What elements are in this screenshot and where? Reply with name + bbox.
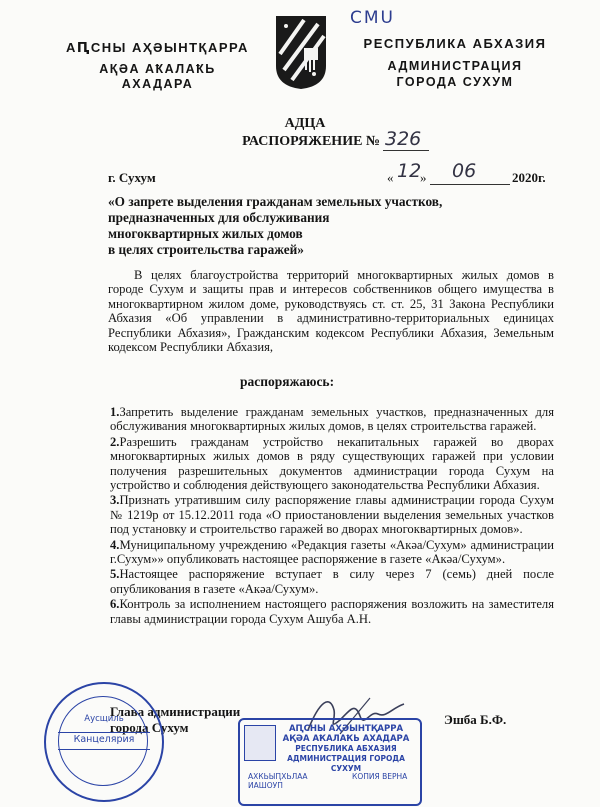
copy-stamp-line1: АԤСНЫ АҲӘЫНТҚАРРА	[288, 724, 404, 734]
coat-of-arms-emblem	[274, 14, 328, 90]
office-stamp	[44, 682, 164, 802]
signature-role-line2: города Сухум	[110, 720, 189, 735]
header-left-line1: АԤСНЫ АҲӘЫНТҚАРРА	[66, 40, 249, 55]
item-number: 1.	[110, 405, 120, 419]
date-month: 06	[452, 160, 477, 182]
copy-stamp-line3: РЕСПУБЛИКА АБХАЗИЯ	[295, 744, 397, 753]
header-right-line2: АДМИНИСТРАЦИЯ	[387, 59, 523, 73]
item-text: Контроль за исполнением настоящего распоряжения возложить на заместителя главы администрации города Сухум Ашуба А.Н.	[110, 597, 554, 626]
header-right-line1: РЕСПУБЛИКА АБХАЗИЯ	[363, 36, 547, 51]
doc-subject	[108, 194, 442, 258]
header-left-line2: АҚӘА АҞАЛАҞЬ	[99, 62, 216, 76]
list-item	[110, 567, 554, 596]
preamble-text: В целях благоустройства территорий многоквартирных жилых домов в городе Сухум и защиты прав и интересов собственников общего имущества в многоквартирном жилом доме, руководствуясь ст. ст. 25, 31 Закона Республики Абхазия «Об управлении в административно-территориальных единицах Республики Абхазия», Гражданским кодексом Республики Абхазия, Земельным кодексом Республики Абхазия,	[108, 268, 554, 355]
copy-stamp-line7: КОПИЯ ВЕРНА	[352, 772, 408, 781]
header-left-line3: АХАДАРА	[121, 77, 194, 91]
header-right-line3: ГОРОДА СУХУМ	[396, 75, 514, 89]
item-text: Запретить выделение гражданам земельных участков, предназначенных для обслуживания многоквартирных жилых домов, в целях строительства гаражей.	[110, 405, 554, 434]
copy-stamp-line6: ИАШОУП	[248, 781, 283, 790]
stamp-label: Канцелярия	[73, 734, 135, 745]
subject-line4: в целях строительства гаражей»	[108, 242, 304, 257]
item-number: 3.	[110, 493, 120, 508]
date-day: 12	[397, 160, 422, 182]
doc-number: 326	[385, 128, 422, 150]
date-year: 2020г.	[512, 170, 546, 185]
copy-stamp-line4: АДМИНИСТРАЦИЯ ГОРОДА СУХУМ	[287, 754, 405, 773]
list-item	[110, 538, 554, 567]
subject-line1: «О запрете выделения гражданам земельных участков,	[108, 194, 443, 209]
stamp-emblem-icon	[244, 725, 276, 761]
copy-stamp-line5: АХКЬЫԤХЬЛАА	[248, 772, 308, 781]
item-number: 6.	[110, 597, 120, 612]
list-item	[110, 405, 554, 434]
signature-role-line1: Глава администрации	[110, 704, 241, 719]
items-list	[110, 405, 554, 626]
signature-name: Эшба Б.Ф.	[444, 712, 507, 727]
item-number: 2.	[110, 434, 120, 449]
date-underline	[430, 184, 510, 185]
item-text: Муниципальному учреждению «Редакция газеты «Акәа/Сухум» администрации г.Сухум»» опубликовать настоящее распоряжение в газете «Акәа/Сухум».	[110, 537, 554, 567]
subject-line2: предназначенных для обслуживания	[108, 210, 330, 225]
copy-stamp-line2: АҚӘА АҞАЛАҞЬ АХАДАРА	[282, 734, 410, 744]
doc-title-abkhaz: АДЦА	[284, 116, 326, 131]
order-word: распоряжаюсь:	[240, 374, 335, 389]
subject-line3: многоквартирных жилых домов	[108, 226, 303, 241]
doc-city: г. Сухум	[108, 170, 156, 185]
corner-handwritten-note: СМU	[350, 8, 395, 28]
doc-title: РАСПОРЯЖЕНИЕ №	[242, 134, 380, 149]
copy-stamp	[238, 718, 422, 806]
stamp-office: Аусщиль	[84, 714, 124, 724]
number-underline	[383, 150, 429, 151]
date-open-quote: «	[387, 170, 394, 185]
item-text: Настоящее распоряжение вступает в силу через 7 (семь) дней после опубликования в газете «Акәа/Сухум».	[110, 567, 554, 596]
list-item	[110, 493, 554, 536]
item-text: Разрешить гражданам устройство некапитальных гаражей во дворах многоквартирных жилых домов в ряду существующих гаражей при условии получения разрешительных документов администрации города Сухум на устройство и соблюдения действующего законодательства Республики Абхазия.	[110, 434, 554, 493]
list-item	[110, 435, 554, 493]
item-number: 4.	[110, 537, 120, 552]
item-number: 5.	[110, 567, 120, 582]
list-item	[110, 597, 554, 626]
date-close-quote: »	[420, 170, 427, 185]
item-text: Признать утратившим силу распоряжение главы администрации города Сухум № 1219р от 15.12.2011 года «О приостановлении выделения земельных участков под установку и строительство гаражей во дворах многоквартирных домов».	[110, 493, 554, 537]
